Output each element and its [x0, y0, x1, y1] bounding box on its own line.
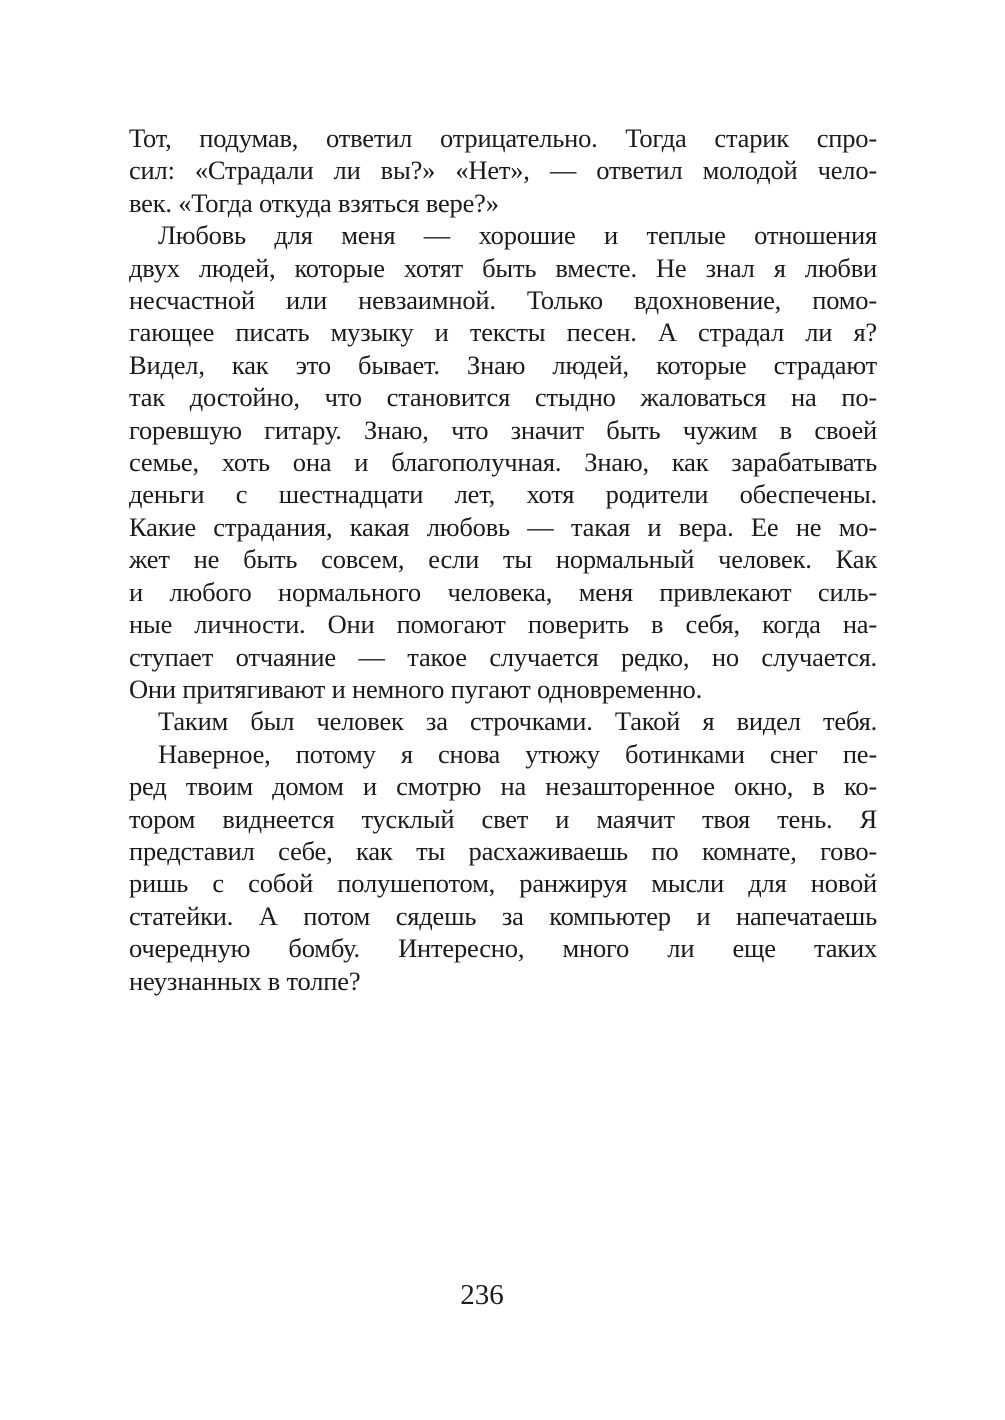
text-line: горевшую гитару. Знаю, что значит быть чужим в своей [129, 414, 877, 445]
text-line: Видел, как это бывает. Знаю людей, которые страдают [129, 349, 877, 380]
text-line: сил: «Страдали ли вы?» «Нет», — ответил молодой чело- [129, 155, 877, 186]
text-line: очередную бомбу. Интересно, много ли еще таких [129, 933, 877, 964]
text-line: Таким был человек за строчками. Такой я видел тебя. [158, 706, 877, 737]
text-line: так достойно, что становится стыдно жаловаться на по- [129, 382, 877, 413]
text-line: Наверное, потому я снова утюжу ботинками снег пе- [158, 738, 877, 769]
text-line: ришь с собой полушепотом, ранжируя мысли для новой [129, 868, 877, 899]
text-line: двух людей, которые хотят быть вместе. Не знал я любви [129, 252, 877, 283]
text-line: жет не быть совсем, если ты нормальный человек. Как [129, 544, 877, 575]
text-line: гающее писать музыку и тексты песен. А страдал ли я? [129, 317, 877, 348]
text-block [129, 122, 877, 997]
text-line: представил себе, как ты расхаживаешь по комнате, гово- [129, 835, 877, 866]
text-line: Какие страдания, какая любовь — такая и вера. Ее не мо- [129, 511, 877, 542]
text-line: ред твоим домом и смотрю на незашторенное окно, в ко- [129, 771, 877, 802]
text-line: несчастной или невзаимной. Только вдохновение, помо- [129, 285, 877, 316]
text-line: статейки. А потом сядешь за компьютер и напечатаешь [129, 900, 877, 931]
text-line: век. «Тогда откуда взяться вере?» [129, 187, 499, 218]
text-line: Они притягивают и немного пугают одновременно. [129, 673, 703, 704]
text-line: Любовь для меня — хорошие и теплые отношения [158, 220, 877, 251]
text-line: неузнанных в толпе? [129, 965, 361, 996]
text-line: ные личности. Они помогают поверить в себя, когда на- [129, 609, 877, 640]
text-line: ступает отчаяние — такое случается редко, но случается. [129, 641, 877, 672]
text-line: Тот, подумав, ответил отрицательно. Тогда старик спро- [129, 123, 877, 153]
text-line: тором виднеется тусклый свет и маячит твоя тень. Я [129, 803, 877, 834]
text-line: семье, хоть она и благополучная. Знаю, как зарабатывать [129, 447, 877, 478]
text-line: деньги с шестнадцати лет, хотя родители обеспечены. [129, 479, 877, 510]
page-number: 236 [460, 1279, 504, 1311]
text-line: и любого нормального человека, меня привлекают силь- [129, 576, 877, 607]
